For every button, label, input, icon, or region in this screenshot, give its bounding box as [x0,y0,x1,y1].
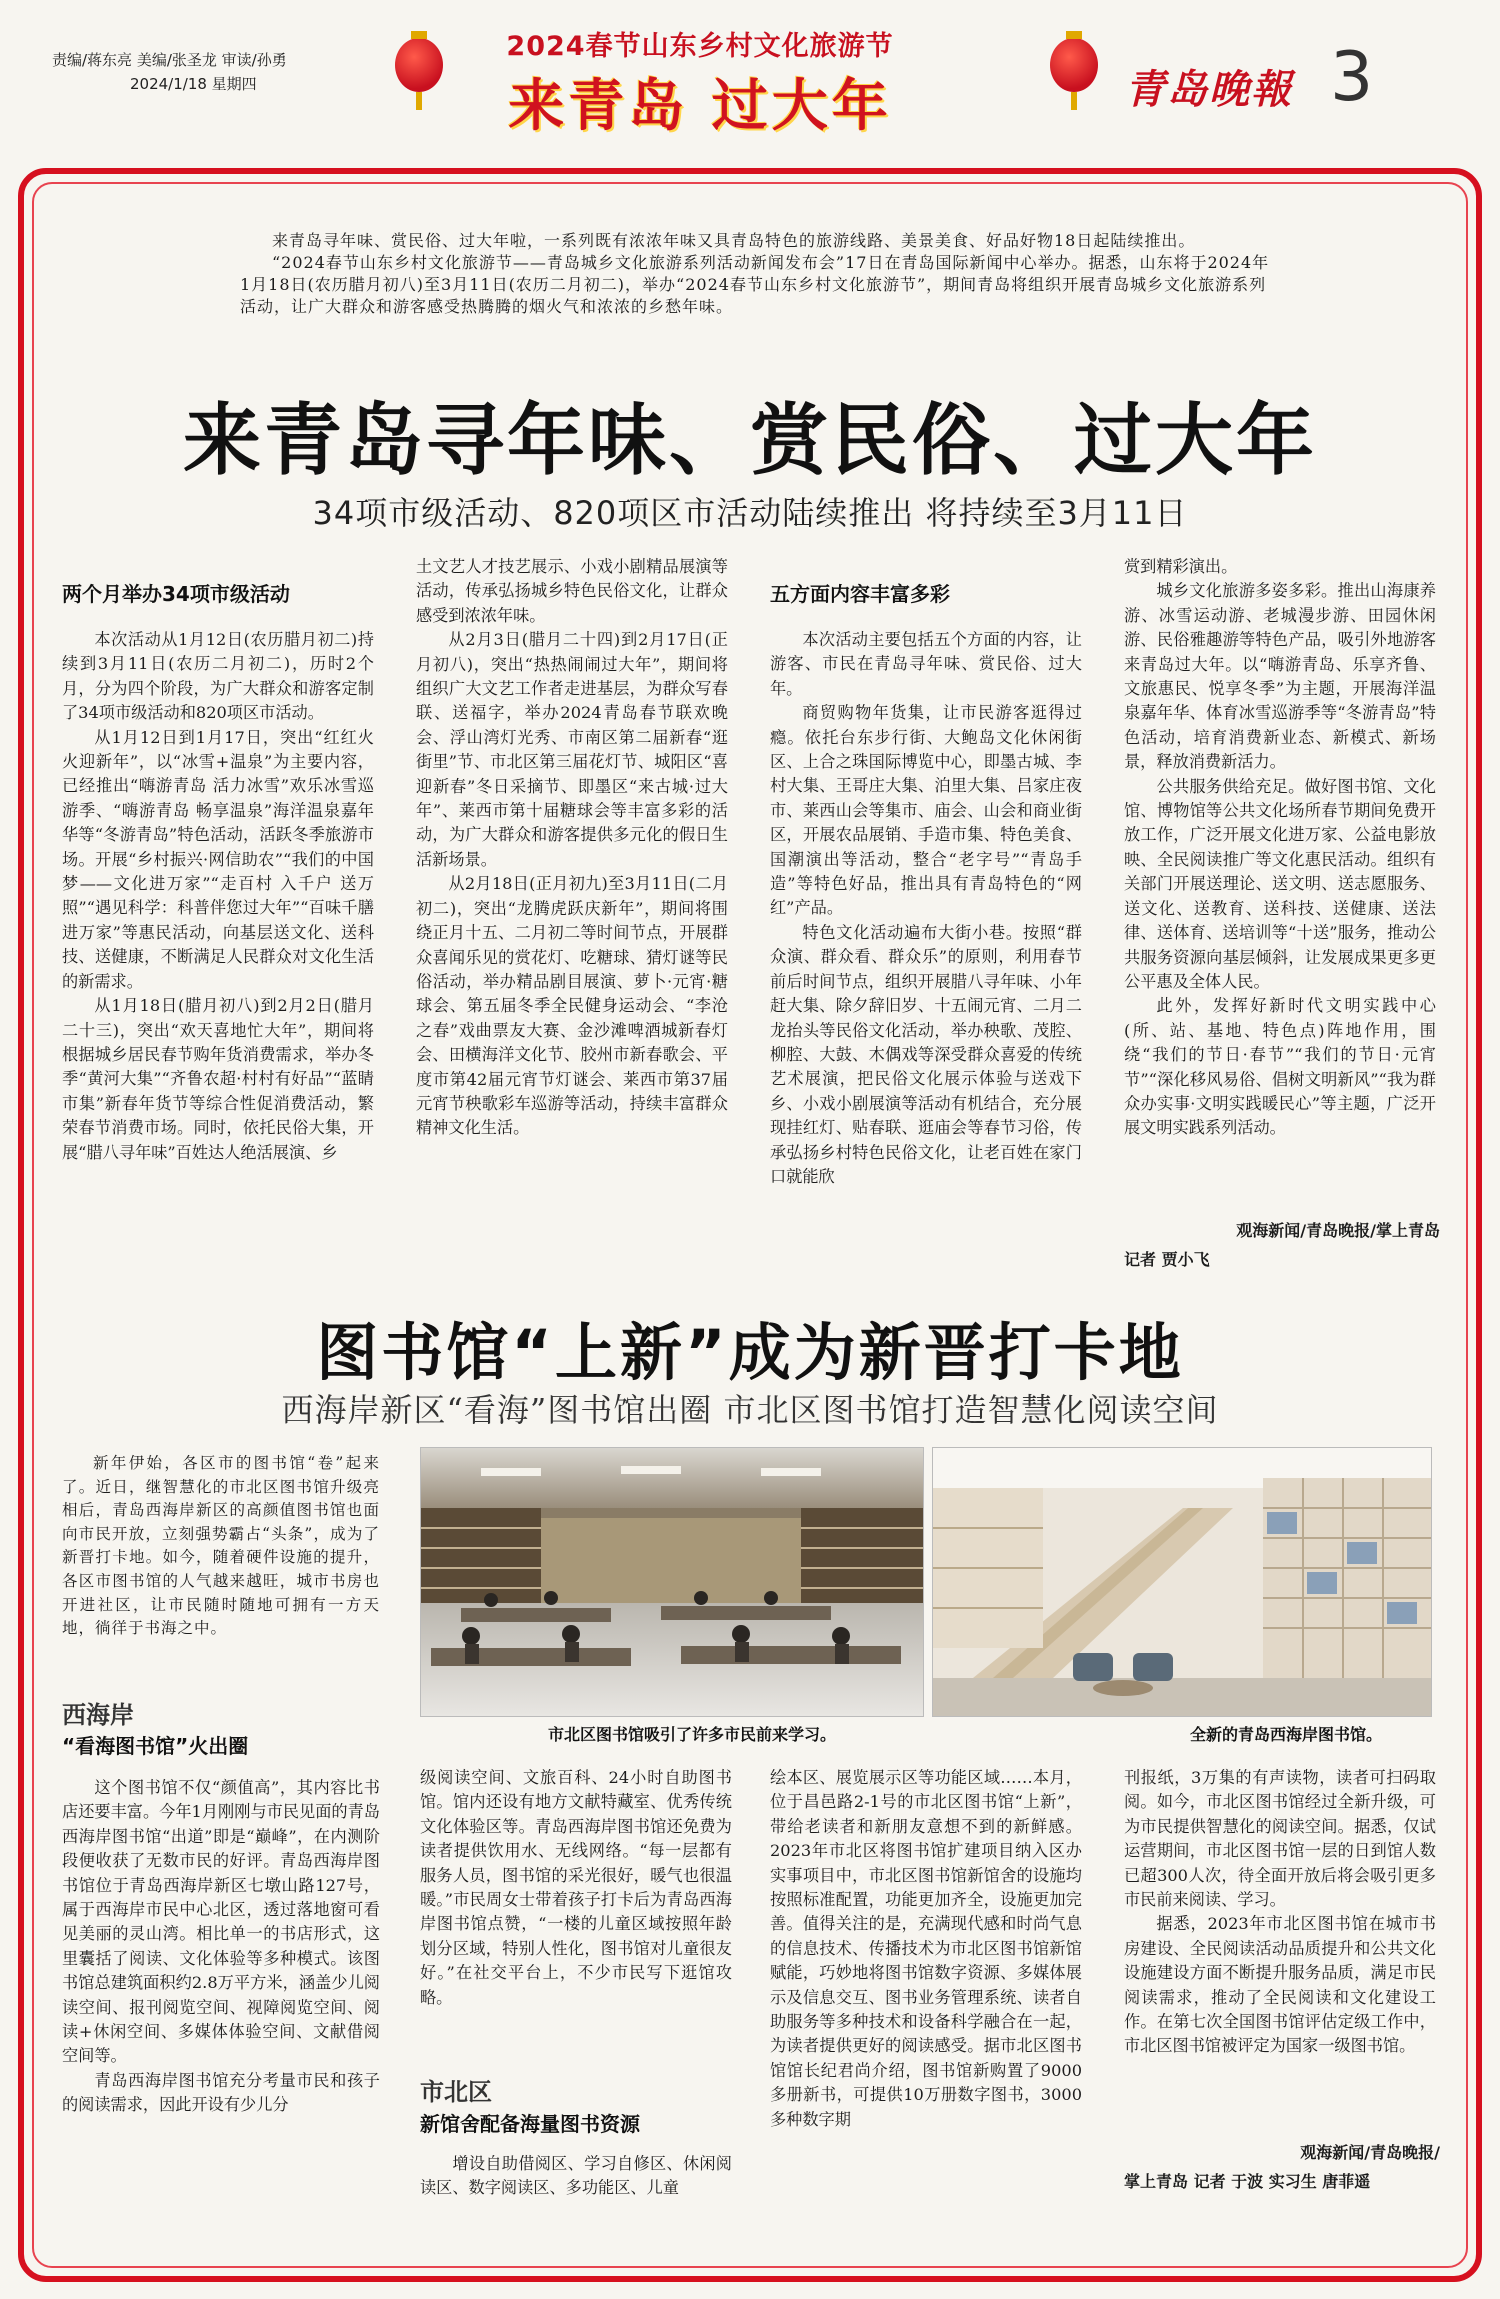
paragraph: 城乡文化旅游多姿多彩。推出山海康养游、冰雪运动游、老城漫步游、田园休闲游、民俗雅趣游等特色产品，吸引外地游客来青岛过大年。以“嗨游青岛、乐享齐鲁、文旅惠民、悦享冬季”为主题，开展海洋温泉嘉年华、体育冰雪巡游季等“冬游青岛”特色活动，培育消费新业态、新模式、新场景，释放消费新活力。 [1124,581,1436,772]
paragraph: 级阅读空间、文旅百科、24小时自助图书馆。馆内还设有地方文献特藏室、优秀传统文化体验区等。青岛西海岸图书馆还免费为读者提供饮用水、无线网络。“每一层都有服务人员，图书馆的采光很好，暖气也很温暖。”市民周女士带着孩子打卡后为青岛西海岸图书馆点赞，“一楼的儿童区域按照年龄划分区域，特别人性化，图书馆对儿童很友好。”在社交平台上，不少市民写下逛馆攻略。 [420,1768,732,2007]
library-stairs-illustration [933,1448,1431,1716]
region1-label: 西海岸 [62,1701,134,1729]
paragraph: 此外，发挥好新时代文明实践中心(所、站、基地、特色点)阵地作用，围绕“我们的节日·春节”“我们的节日·元宵节”“深化移风易俗、倡树文明新风”“我为群众办实事·文明实践暖民心”等主题，广泛开展文明实践系列活动。 [1124,996,1436,1138]
article2-col1 [62,1776,380,2118]
paragraph: 公共服务供给充足。做好图书馆、文化馆、博物馆等公共文化场所春节期间免费开放工作，广泛开展文化进万家、公益电影放映、全民阅读推广等文化惠民活动。组织有关部门开展送理论、送文明、送志愿服务、送文化、送教育、送科技、送健康、送法律、送体育、送培训等“十送”服务，推动公共服务资源向基层倾斜，让发展成果更多更公平惠及全体人民。 [1124,776,1436,991]
lantern-right-icon [1050,38,1098,92]
paragraph: 从1月18日(腊月初八)到2月2日(腊月二十三)，突出“欢天喜地忙大年”，期间将根据城乡居民春节购年货消费需求，举办冬季“黄河大集”“齐鲁农超·村村有好品”“蓝睛市集”新春年货节等综合性促消费活动，繁荣春节消费市场。同时，依托民俗大集，开展“腊八寻年味”百姓达人绝活展演、乡 [62,996,374,1162]
paragraph: 本次活动从1月12日(农历腊月初二)持续到3月11日(农历二月初二)，历时2个月，分为四个阶段，为广大群众和游客定制了34项市级活动和820项区市活动。 [62,630,374,723]
lead-p1: 来青岛寻年味、赏民俗、过大年啦，一系列既有浓浓年味又具青岛特色的旅游线路、美景美食、好品好物18日起陆续推出。 [272,231,1196,250]
paragraph: 从2月3日(腊月二十四)到2月17日(正月初八)，突出“热热闹闹过大年”，期间将组织广大文艺工作者走进基层，为群众写春联、送福字，举办2024青岛春节联欢晚会、浮山湾灯光秀、市南区第二届新春“逛街里”节、市北区第三届花灯节、城阳区“喜迎新春”冬日采摘节、即墨区“来古城·过大年”、莱西市第十届糖球会等丰富多彩的活动，为广大群众和游客提供多元化的假日生活新场景。 [416,630,728,869]
byline-reporter: 掌上青岛 记者 于波 实习生 唐菲遥 [1124,2172,1371,2191]
paragraph: 特色文化活动遍布大街小巷。按照“群众演、群众看、群众乐”的原则，利用春节前后时间节点，组织开展腊八寻年味、小年赶大集、除夕辞旧岁、十五闹元宵、二月二龙抬头等民俗文化活动，举办秧歌、茂腔、柳腔、大鼓、木偶戏等深受群众喜爱的传统艺术展演，把民俗文化展示体验与送戏下乡、小戏小剧展演等活动有机结合，充分展现挂红灯、贴春联、逛庙会等春节习俗，传承弘扬乡村特色民俗文化，让老百姓在家门口就能欣 [770,922,1082,1186]
article1-col4 [1124,555,1436,1141]
article2-byline [1124,2140,1440,2192]
byline-outlets: 观海新闻/青岛晚报/掌上青岛 [1236,1221,1440,1240]
article1-subheadline: 34项市级活动、820项区市活动陆续推出 将持续至3月11日 [312,494,1188,532]
article1-section2-title: 五方面内容丰富多彩 [770,582,950,606]
article1-col3 [770,628,1082,1189]
festival-title: 2024春节山东乡村文化旅游节 [506,31,894,62]
photo2-caption: 全新的青岛西海岸图书馆。 [1190,1725,1383,1744]
masthead-meta [52,48,287,96]
article2-col2b [420,2152,732,2201]
paragraph: 增设自助借阅区、学习自修区、休闲阅读区、数字阅读区、多功能区、儿童 [420,2154,732,2198]
byline-reporter: 记者 贾小飞 [1124,1250,1210,1269]
article1-col2 [416,555,728,1141]
reading-hall-illustration [421,1448,923,1716]
paragraph: 本次活动主要包括五个方面的内容，让游客、市民在青岛寻年味、赏民俗、过大年。 [770,630,1082,698]
article2-col4 [1124,1766,1436,2059]
photo-westcoast-library [932,1447,1432,1717]
lantern-left-icon [395,38,443,92]
article2-col2 [420,1766,732,2010]
paragraph: 刊报纸，3万集的有声读物，读者可扫码取阅。如今，市北区图书馆经过全新升级，可为市民提供智慧化的阅读空间。据悉，仅试运营期间，市北区图书馆一层的日到馆人数已超300人次，待全面开放后将会吸引更多市民前来阅读、学习。 [1124,1768,1436,1910]
byline-outlets: 观海新闻/青岛晚报/ [1300,2143,1440,2162]
paragraph: 从2月18日(正月初九)至3月11日(二月初二)，突出“龙腾虎跃庆新年”，期间将围绕正月十五、二月初二等时间节点，开展群众喜闻乐见的赏花灯、吃糖球、猜灯谜等民俗活动，举办精品剧目展演、萝卜·元宵·糖球会、第五届冬季全民健身运动会、“李沧之春”戏曲票友大赛、金沙滩啤酒城新春灯会、田横海洋文化节、胶州市新春歌会、平度市第42届元宵节灯谜会、莱西市第37届元宵节秧歌彩车巡游等活动，持续丰富群众精神文化生活。 [416,874,728,1138]
lead-p2: “2024春节山东乡村文化旅游节——青岛城乡文化旅游系列活动新闻发布会”17日在青岛国际新闻中心举办。据悉，山东将于2024年1月18日(农历腊月初八)至3月11日(农历二月初二)，举办“2024春节山东乡村文化旅游节”，期间青岛将组织开展青岛城乡文化旅游系列活动，让广大群众和游客感受热腾腾的烟火气和浓浓的乡愁年味。 [240,253,1270,316]
article1-byline [1124,1218,1440,1270]
festival-slogan: 来青岛 过大年 [508,74,892,139]
page-number: 3 [1330,38,1374,117]
article1-col1 [62,628,374,1165]
paragraph: 从1月12日到1月17日，突出“红红火火迎新年”，以“冰雪+温泉”为主要内容，已经推出“嗨游青岛 活力冰雪”欢乐冰雪巡游季、“嗨游青岛 畅享温泉”海洋温泉嘉年华等“冬游青岛”特色活动，活跃冬季旅游市场。开展“乡村振兴·网信助农”“我们的中国梦——文化进万家”“走百村 入千户 送万照”“遇见科学：科普伴您过大年”“百味千膳进万家”等惠民活动，向基层送文化、送科技、送健康，不断满足人民群众对文化生活的新需求。 [62,727,374,991]
article2-col3 [770,1766,1082,2132]
paragraph: 绘本区、展览展示区等功能区域……本月，位于昌邑路2-1号的市北区图书馆“上新”，带给老读者和新朋友意想不到的新鲜感。2023年市北区将图书馆扩建项目纳入区办实事项目中，市北区图书馆新馆舍的设施均按照标准配置，功能更加齐全，设施更加完善。值得关注的是，充满现代感和时尚气息的信息技术、传播技术为市北区图书馆新馆赋能，巧妙地将图书馆数字资源、多媒体展示及信息交互、图书业务管理系统、读者自助服务等多种技术和设备科学融合在一起，为读者提供更好的阅读感受。据市北区图书馆馆长纪君尚介绍，图书馆新购置了9000多册新书，可提供10万册数字图书，3000多种数字期 [770,1768,1082,2129]
lead-paragraph [240,230,1270,318]
region2-label: 市北区 [420,2078,492,2106]
paragraph: 这个图书馆不仅“颜值高”，其内容比书店还要丰富。今年1月刚刚与市民见面的青岛西海岸图书馆“出道”即是“巅峰”，在内测阶段便收获了无数市民的好评。青岛西海岸图书馆位于青岛西海岸新区七墩山路127号，属于西海岸市民中心北区，透过落地窗可看见美丽的灵山湾。相比单一的书店形式，这里囊括了阅读、文化体验等多种模式。该图书馆总建筑面积约2.8万平方米，涵盖少儿阅读空间、报刊阅览空间、视障阅览空间、阅读+休闲空间、多媒体体验空间、文献借阅空间等。 [62,1778,380,2066]
article2-subheadline: 西海岸新区“看海”图书馆出圈 市北区图书馆打造智慧化阅读空间 [281,1391,1219,1429]
paragraph: 土文艺人才技艺展示、小戏小剧精品展演等活动，传承弘扬城乡特色民俗文化，让群众感受到浓浓年味。 [416,557,728,625]
issue-date: 2024/1/18 星期四 [130,75,257,93]
paragraph: 赏到精彩演出。 [1124,557,1238,576]
article2-intro [62,1452,380,1641]
paragraph: 商贸购物年货集，让市民游客逛得过瘾。依托台东步行街、大鲍岛文化休闲街区、上合之珠国际博览中心，即墨古城、李村大集、王哥庄大集、泊里大集、吕家庄夜市、莱西山会等集市、庙会、山会和商业街区，开展农品展销、手造市集、特色美食、国潮演出等活动，整合“老字号”“青岛手造”等特色好品，推出具有青岛特色的“网红”产品。 [770,703,1082,918]
region2-title: 新馆舍配备海量图书资源 [420,2112,640,2136]
paragraph: 据悉，2023年市北区图书馆在城市书房建设、全民阅读活动品质提升和公共文化设施建设方面不断提升服务品质，满足市民阅读需求，推动了全民阅读和文化建设工作。在第七次全国图书馆评估定级工作中，市北区图书馆被评定为国家一级图书馆。 [1124,1914,1436,2056]
region1-title: “看海图书馆”火出圈 [62,1734,249,1758]
article1-headline: 来青岛寻年味、赏民俗、过大年 [182,396,1317,486]
photo1-caption: 市北区图书馆吸引了许多市民前来学习。 [548,1725,837,1744]
paragraph: 青岛西海岸图书馆充分考量市民和孩子的阅读需求，因此开设有少儿分 [62,2070,380,2115]
editor-credits: 责编/蒋东亮 美编/张圣龙 审读/孙勇 [52,51,287,69]
paragraph: 新年伊始，各区市的图书馆“卷”起来了。近日，继智慧化的市北区图书馆升级亮相后，青岛西海岸新区的高颜值图书馆也面向市民开放，立刻强势霸占“头条”，成为了新晋打卡地。如今，随着硬件设施的提升，各区市图书馆的人气越来越旺，城市书房也开进社区，让市民随时随地可拥有一方天地，徜徉于书海之中。 [62,1454,380,1638]
article2-headline: 图书馆“上新”成为新晋打卡地 [316,1316,1184,1389]
newspaper-logo: 青岛晚報 [1125,66,1293,113]
photo-shibei-library [420,1447,924,1717]
article1-section1-title: 两个月举办34项市级活动 [62,582,290,606]
